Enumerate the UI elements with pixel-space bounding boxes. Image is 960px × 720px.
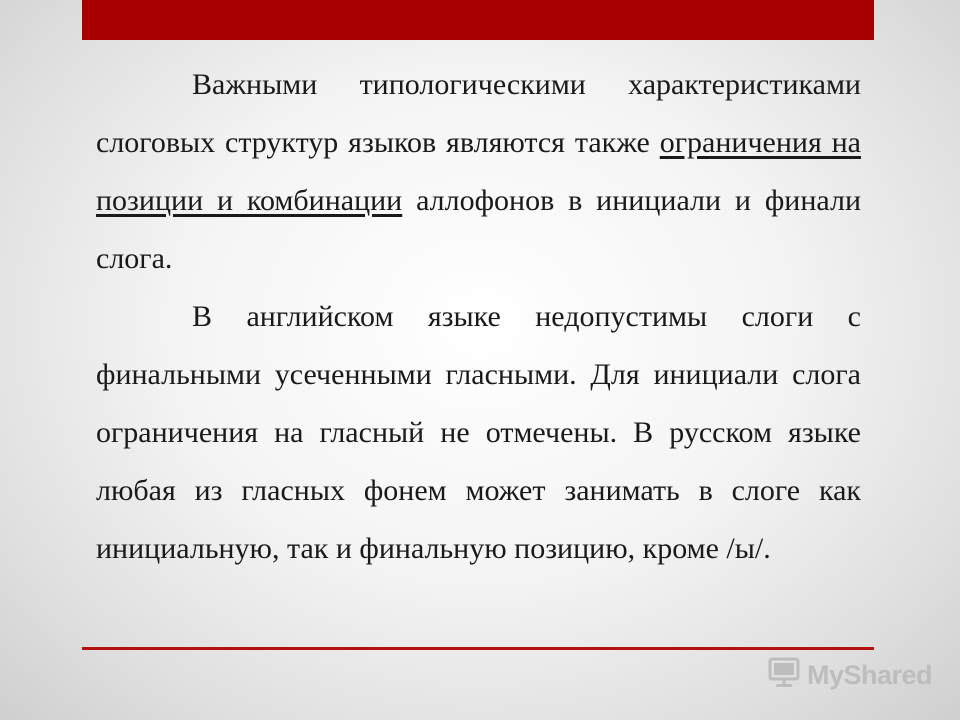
paragraph-1-text-start: Важными типологическими характеристиками слоговых структур языков являются также [96,68,861,159]
slide-body [96,56,861,578]
paragraph-1-text-end: аллофонов в инициали и финали слога. [96,184,861,275]
watermark-text: MyShared [807,659,933,690]
paragraph-1 [96,56,861,288]
paragraph-2: В английском языке недопустимы слоги с финальными усеченными гласными. Для инициали слога ограничения на гласный не отмечены. В русском языке любая из гласных фонем может занимать в слоге как инициальную, так и финальную позицию, кроме /ы/. [96,300,861,565]
top-accent-bar [82,0,874,40]
underlined-phrase: ограничения на позиции и комбинации [96,126,861,217]
bottom-divider-line [82,647,874,650]
watermark-logo [767,657,932,693]
projector-screen-icon [767,656,801,695]
